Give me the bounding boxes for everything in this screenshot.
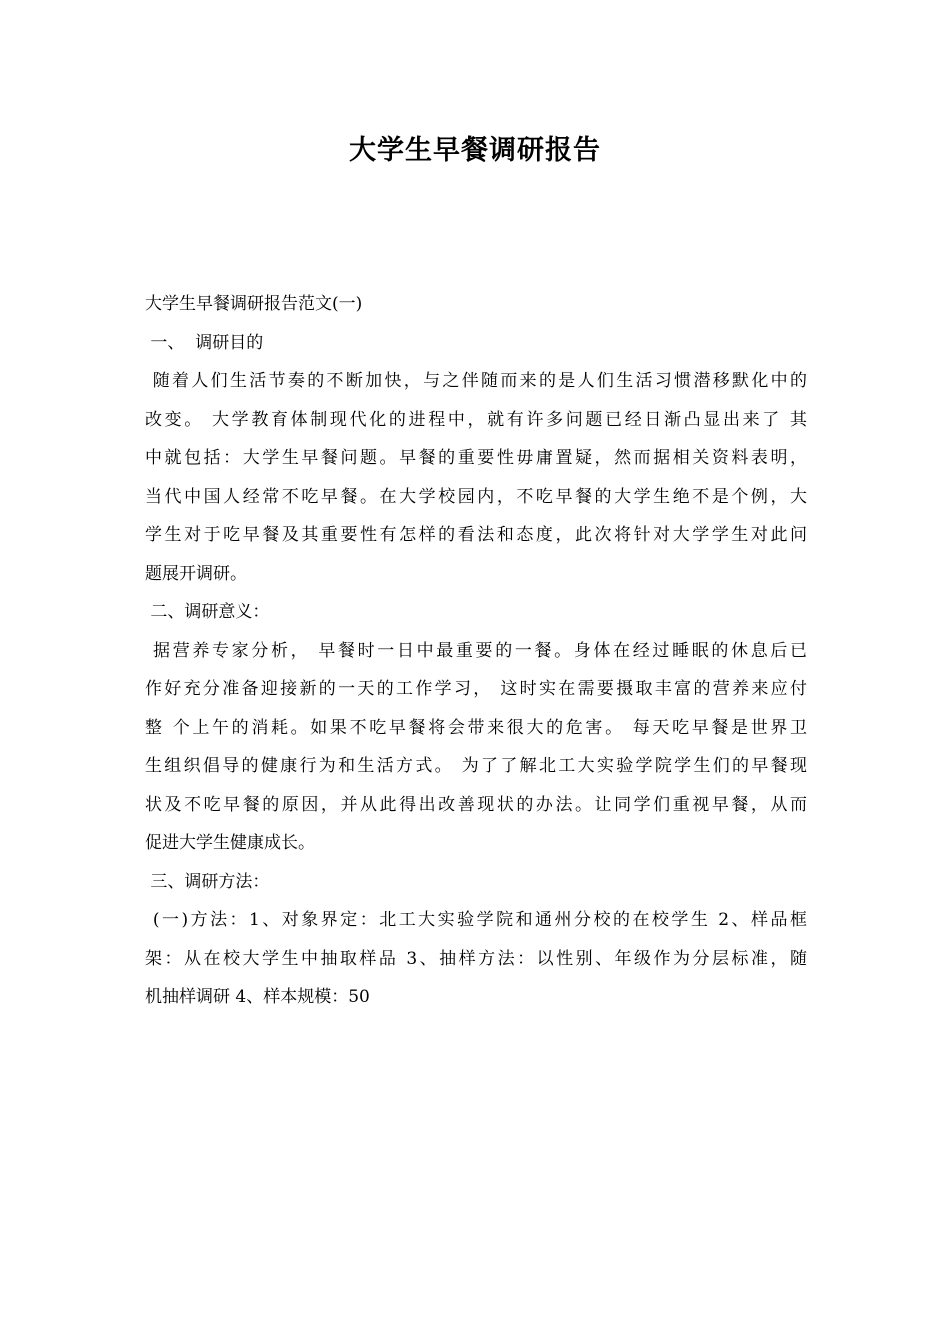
paragraph-line: 促进大学生健康成长。 xyxy=(145,833,315,853)
paragraph-line: 生组织倡导的健康行为和生活方式。 为了了解北工大实验学院学生们的早餐现 xyxy=(145,756,807,776)
paragraph-line: 架：从在校大学生中抽取样品 3、抽样方法：以性别、年级作为分层标准，随 xyxy=(145,948,807,969)
document-title: 大学生早餐调研报告 xyxy=(349,135,601,166)
paragraph-line: 题展开调研。 xyxy=(145,563,247,584)
paragraph-line: (一)方法：1、对象界定：北工大实验学院和通州分校的在校学生 2、样品框 xyxy=(145,910,807,930)
paragraph-line: 学生对于吃早餐及其重要性有怎样的看法和态度，此次将针对大学学生对此问 xyxy=(145,525,807,545)
paragraph-line: 整 个上午的消耗。如果不吃早餐将会带来很大的危害。 每天吃早餐是世界卫 xyxy=(145,717,807,738)
paragraph-line: 状及不吃早餐的原因，并从此得出改善现状的办法。让同学们重视早餐，从而 xyxy=(145,794,807,815)
paragraph-line: 机抽样调研 4、样本规模：50 xyxy=(145,987,370,1007)
section-heading-methods: 三、调研方法： xyxy=(145,871,270,892)
paragraph-line: 改变。 大学教育体制现代化的进程中，就有许多问题已经日渐凸显出来了 其 xyxy=(145,409,807,430)
section-heading-significance: 二、调研意义： xyxy=(145,602,270,622)
paragraph-line: 中就包括：大学生早餐问题。早餐的重要性毋庸置疑，然而据相关资料表明， xyxy=(145,448,807,468)
subtitle-line: 大学生早餐调研报告范文(一) xyxy=(145,294,363,314)
document-body xyxy=(145,285,807,1017)
paragraph-line: 当代中国人经常不吃早餐。在大学校园内，不吃早餐的大学生绝不是个例，大 xyxy=(145,486,807,507)
paragraph-line: 作好充分准备迎接新的一天的工作学习， 这时实在需要摄取丰富的营养来应付 xyxy=(145,679,807,699)
section-heading-purpose: 一、 调研目的 xyxy=(145,332,264,353)
paragraph-line: 据营养专家分析， 早餐时一日中最重要的一餐。身体在经过睡眠的休息后已 xyxy=(145,640,807,661)
paragraph-line: 随着人们生活节奏的不断加快，与之伴随而来的是人们生活习惯潜移默化中的 xyxy=(145,371,807,391)
